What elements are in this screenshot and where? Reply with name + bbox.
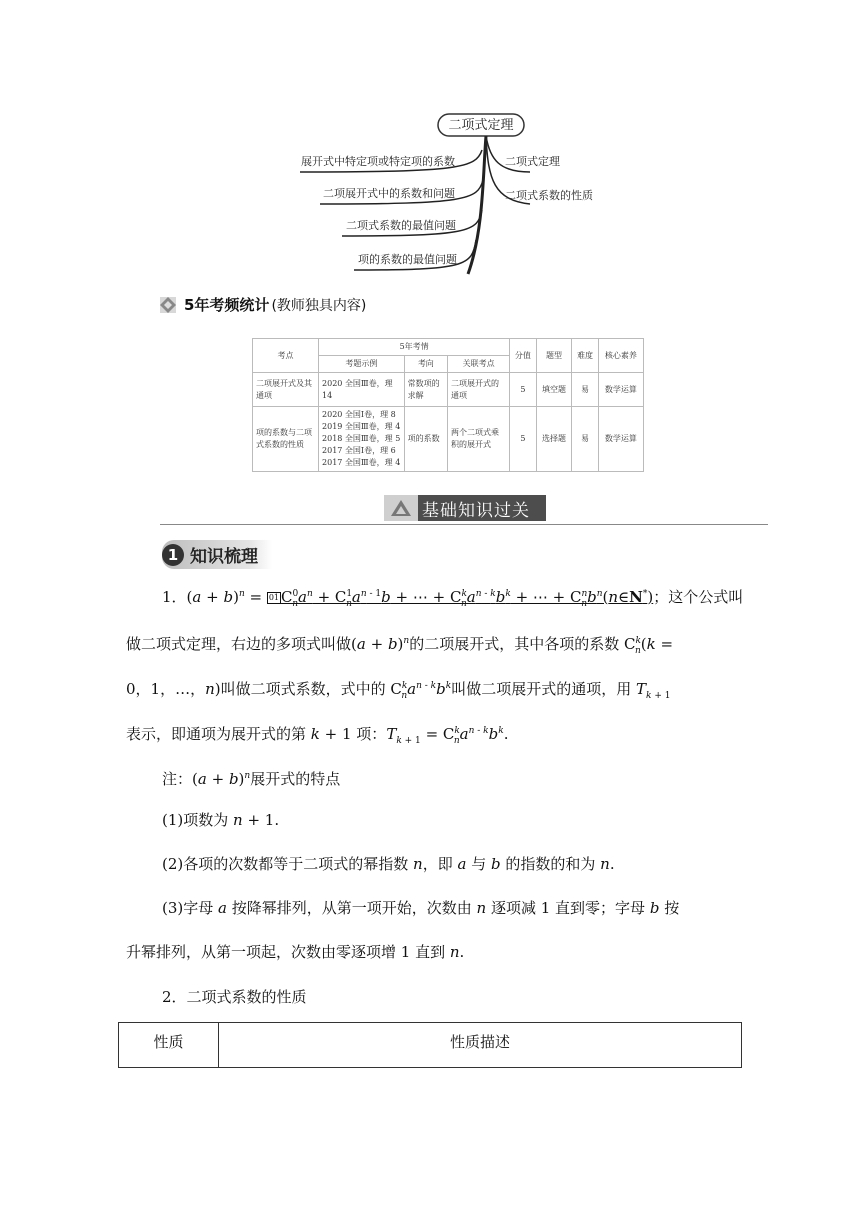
exam-example: 2019 全国Ⅲ卷，理 4 bbox=[322, 422, 401, 431]
table-cell: 易 bbox=[572, 407, 598, 472]
stats-heading bbox=[160, 294, 366, 315]
table-cell: 数学运算 bbox=[598, 373, 643, 407]
section-divider bbox=[160, 524, 768, 525]
table-cell: 填空题 bbox=[536, 373, 572, 407]
table-cell: 数学运算 bbox=[598, 407, 643, 472]
table-cell: 二项展开式的通项 bbox=[447, 373, 509, 407]
section-banner bbox=[384, 495, 546, 521]
body-text: 按 bbox=[659, 899, 680, 917]
mind-map bbox=[290, 110, 610, 280]
body-text: 叫做二项展开式的通项，用 bbox=[451, 680, 636, 698]
list-item: (3)字母 a 按降幂排列，从第一项开始，次数由 n 逐项减 1 直到零；字母 b 按 bbox=[162, 899, 680, 917]
body-text: 按降幂排列，从第一项开始，次数由 bbox=[226, 899, 477, 917]
table-header-cell: 难度 bbox=[572, 339, 598, 373]
body-text: 与 bbox=[466, 855, 491, 873]
table-header-cell: 关联考点 bbox=[447, 356, 509, 373]
body-line-4: 表示，即通项为展开式的第 k + 1 项：$T_{k + 1} = C^k_na^{n - k}b^k$. bbox=[126, 725, 509, 746]
table-header-cell: 核心素养 bbox=[598, 339, 643, 373]
table-cell: 2020 全国Ⅲ卷，理 14 bbox=[319, 373, 405, 407]
mind-map-right-node: 二项式系数的性质 bbox=[505, 189, 593, 202]
table-cell bbox=[319, 407, 405, 472]
body-text: 0，1，…， bbox=[126, 680, 206, 698]
table-cell: 二项展开式及其通项 bbox=[253, 373, 319, 407]
table-cell: 项的系数 bbox=[404, 407, 447, 472]
section-2-heading: 2．二项式系数的性质 bbox=[162, 988, 307, 1006]
body-text: ；这个公式叫 bbox=[653, 588, 744, 606]
table-header-cell: 性质 bbox=[119, 1023, 219, 1068]
body-text: (2)各项的次数都等于二项式的幂指数 bbox=[162, 855, 414, 873]
mind-map-root-label: 二项式定理 bbox=[448, 118, 514, 133]
body-text: 做二项式定理，右边的多项式叫做 bbox=[126, 635, 352, 653]
mind-map-left-node: 展开式中特定项或特定项的系数 bbox=[301, 155, 455, 168]
table-cell: 易 bbox=[572, 373, 598, 407]
body-text: 升幂排列，从第一项起，次数由零逐项增 1 直到 bbox=[126, 943, 450, 961]
table-row bbox=[253, 373, 644, 407]
table-header-cell: 性质描述 bbox=[219, 1023, 742, 1068]
body-text: (3)字母 bbox=[162, 899, 219, 917]
triangle-pattern-icon bbox=[384, 495, 418, 521]
stats-heading-subtitle: (教师独具内容) bbox=[271, 297, 367, 314]
exam-example: 2017 全国Ⅲ卷，理 4 bbox=[322, 458, 401, 467]
table-cell: 项的系数与二项式系数的性质 bbox=[253, 407, 319, 472]
table-cell: 5 bbox=[510, 373, 536, 407]
list-item: (1)项数为 n + 1. bbox=[162, 811, 280, 829]
table-header-row bbox=[253, 339, 644, 356]
note-line: 注：$(a + b)^n$展开式的特点 bbox=[162, 770, 341, 788]
body-text: 展开式的特点 bbox=[250, 770, 341, 788]
table-cell: 选择题 bbox=[536, 407, 572, 472]
body-line-2: 做二项式定理，右边的多项式叫做$(a + b)^n$的二项展开式，其中各项的系数 $C^k_n(k$ = bbox=[126, 635, 674, 656]
body-text: ，即 bbox=[422, 855, 458, 873]
exam-example: 2017 全国Ⅰ卷，理 6 bbox=[322, 446, 396, 455]
exam-stats-table bbox=[252, 338, 644, 472]
mind-map-right-node: 二项式定理 bbox=[505, 155, 560, 168]
table-header-row bbox=[119, 1023, 742, 1068]
body-text: 表示，即通项为展开式的第 bbox=[126, 725, 311, 743]
body-text: 注： bbox=[162, 770, 193, 788]
stats-heading-title: 5年考频统计 bbox=[184, 296, 270, 314]
table-header-cell: 分值 bbox=[510, 339, 536, 373]
mind-map-left-node: 二项展开式中的系数和问题 bbox=[323, 187, 455, 200]
list-item: (2)各项的次数都等于二项式的幂指数 n，即 a 与 b 的指数的和为 n. bbox=[162, 855, 615, 873]
mind-map-branch bbox=[468, 136, 486, 274]
table-header-cell: 考点 bbox=[253, 339, 319, 373]
formula-line-1: 1．$(a + b)^n = 01$ $C^0_na^n + C^1_na^{n - 1}b$ + ⋯ + $C^k_na^{n - k}b^k$ + ⋯ + $C^n_nb^n(n\in N^*)$；这个公式叫 bbox=[162, 588, 744, 609]
table-header-cell: 5年考情 bbox=[319, 339, 510, 356]
body-text: (1)项数为 bbox=[162, 811, 234, 829]
table-cell: 5 bbox=[510, 407, 536, 472]
body-text: )叫做二项式系数，式中的 bbox=[214, 680, 391, 698]
table-header-cell: 考题示例 bbox=[319, 356, 405, 373]
properties-table bbox=[118, 1022, 742, 1068]
section-label: 知识梳理 bbox=[190, 547, 258, 567]
knowledge-heading bbox=[162, 540, 272, 569]
body-text: 项： bbox=[351, 725, 387, 743]
mind-map-left-node: 项的系数的最值问题 bbox=[358, 253, 457, 266]
table-cell: 常数项的求解 bbox=[404, 373, 447, 407]
body-text: 逐项减 1 直到零；字母 bbox=[486, 899, 650, 917]
list-item-continuation: 升幂排列，从第一项起，次数由零逐项增 1 直到 n. bbox=[126, 943, 465, 961]
table-cell: 两个二项式乘积的展开式 bbox=[447, 407, 509, 472]
mind-map-left-node: 二项式系数的最值问题 bbox=[346, 219, 456, 232]
section-number-badge: 1 bbox=[162, 544, 184, 566]
table-row bbox=[253, 407, 644, 472]
exam-example: 2018 全国Ⅲ卷，理 5 bbox=[322, 434, 401, 443]
section-banner-title: 基础知识过关 bbox=[422, 500, 530, 521]
diamond-pattern-icon bbox=[160, 297, 176, 313]
table-header-cell: 考向 bbox=[404, 356, 447, 373]
exam-example: 2020 全国Ⅰ卷，理 8 bbox=[322, 410, 396, 419]
body-line-3: 0，1，…，n)叫做二项式系数，式中的 $C^k_na^{n - k}b^k$叫做二项展开式的通项，用 $T_{k + 1}$ bbox=[126, 680, 671, 701]
body-text: 的指数的和为 bbox=[500, 855, 601, 873]
table-header-cell: 题型 bbox=[536, 339, 572, 373]
body-text: 的二项展开式，其中各项的系数 bbox=[409, 635, 624, 653]
